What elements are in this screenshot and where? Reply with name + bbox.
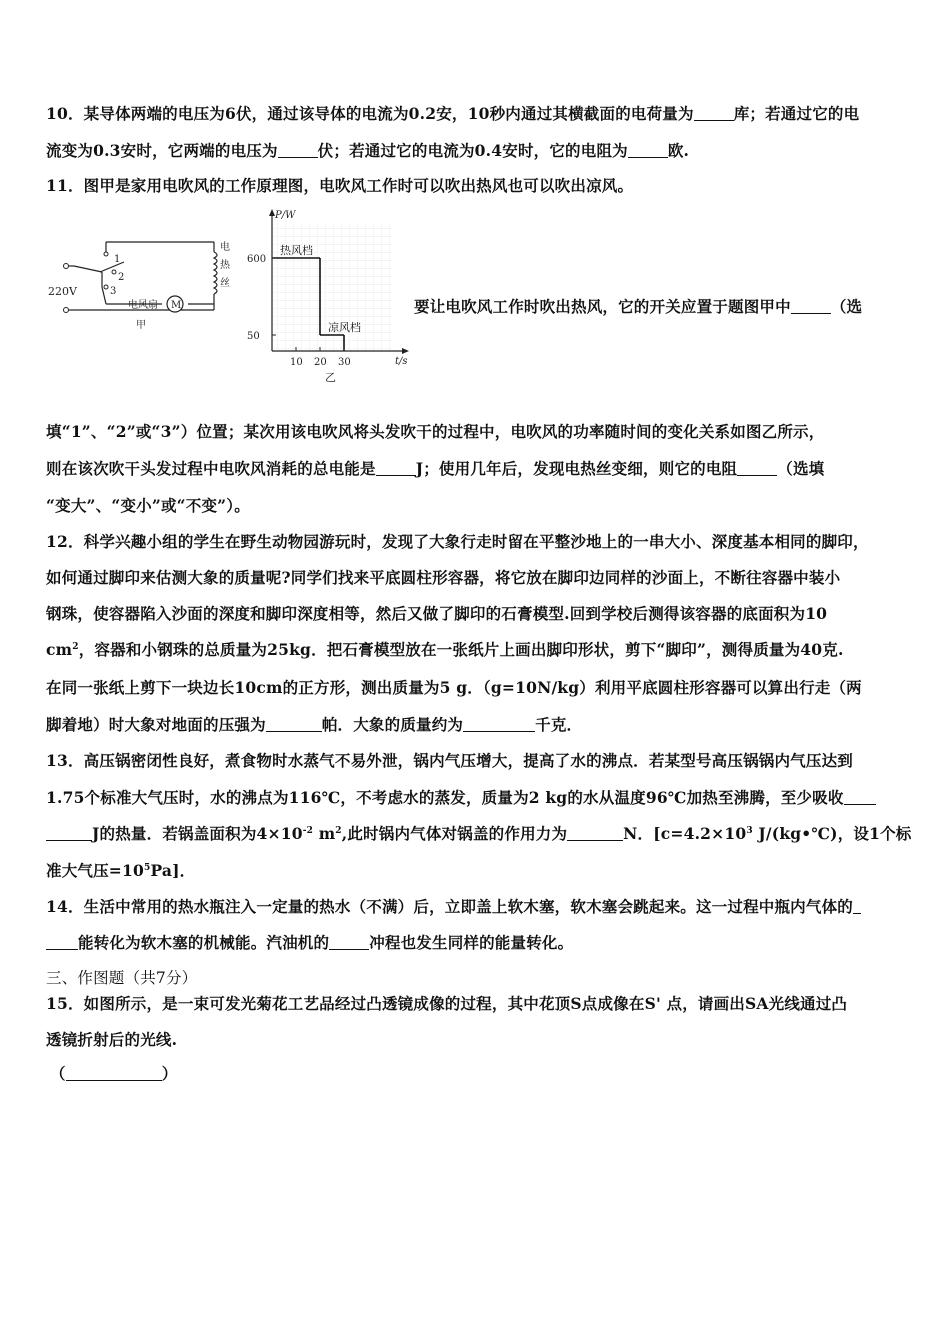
y-axis-label: P/W <box>275 210 296 221</box>
switch-pos-3: 3 <box>110 286 117 297</box>
q11-intro-text: 11．图甲是家用电吹风的工作原理图，电吹风工作时可以吹出热风也可以吹出凉风。 <box>46 176 634 195</box>
q11-line-4 <box>46 457 824 479</box>
section-3-title: 三、作图题（共7分） <box>46 969 198 987</box>
series-label-2: 凉风档 <box>328 321 361 334</box>
x-tick-label-3: 30 <box>338 357 351 368</box>
q11-side-b: （选 <box>830 297 863 316</box>
q11-blank-energy[interactable] <box>376 461 416 476</box>
q12-text-6a: 脚着地）时大象对地面的压强为 <box>46 715 266 734</box>
q13-sup-4: 5 <box>143 863 151 873</box>
q11-intro <box>46 174 633 196</box>
y-tick-label-2: 50 <box>247 331 260 342</box>
q12-blank-pressure[interactable] <box>266 717 322 732</box>
section-3-heading <box>46 966 197 988</box>
switch-pos-2: 2 <box>118 272 125 283</box>
q13-sup-1: -2 <box>302 826 314 836</box>
q11-line5-text: “变大”、“变小”或“不变”）。 <box>46 496 250 515</box>
q15-text-1: 15．如图所示，是一束可发光菊花工艺品经过凸透镜成像的过程，其中花顶S点成像在S' 点，请画出SA光线通过凸 <box>46 994 848 1013</box>
q13-text-3d: N．[c=4.2×10 <box>623 824 747 843</box>
q11-line-5 <box>46 494 250 516</box>
q15-line-1 <box>46 992 847 1014</box>
q14-line-1 <box>46 895 861 917</box>
q12-text-6b: 帕．大象的质量约为 <box>321 715 464 734</box>
q13-text-1: 13．高压锅密闭性良好，煮食物时水蒸气不易外泄，锅内气压增大，提高了水的沸点．若某型号高压锅锅内气压达到 <box>46 751 853 770</box>
q11-blank-switch[interactable] <box>791 299 831 314</box>
q11-line4-a: 则在该次吹干头发过程中电吹风消耗的总电能是 <box>46 459 376 478</box>
q12-text-4b: ，容器和小钢珠的总质量为25kg．把石膏模型放在一张纸片上画出脚印形状，剪下“脚印”，测得质量为40克. <box>78 640 844 659</box>
q13-text-3a: J的热量．若锅盖面积为4×10 <box>92 824 303 843</box>
q14-text-1: 14．生活中常用的热水瓶注入一定量的热水（不满）后，立即盖上软木塞，软木塞会跳起来。这一过程中瓶内气体的 <box>46 897 853 916</box>
q14-blank-stroke[interactable] <box>329 935 369 950</box>
q12-line-6 <box>46 713 582 735</box>
x-tick-label-1: 10 <box>290 357 303 368</box>
x-tick-label-2: 20 <box>314 357 327 368</box>
q13-text-2: 1.75个标准大气压时，水的沸点为116℃，不考虑水的蒸发，质量为2 kg的水从温度96℃加热至沸腾，至少吸收 <box>46 788 844 807</box>
q12-text-5: 在同一张纸上剪下一块边长10cm的正方形，测出质量为5 g．（g=10N/kg）利用平底圆柱形容器可以算出行走（两 <box>46 678 862 697</box>
q13-line-3 <box>46 822 912 844</box>
q14-blank-energy-a[interactable] <box>853 899 861 914</box>
q13-sup-3: 3 <box>746 826 753 836</box>
q11-line-3 <box>46 420 824 442</box>
switch-pos-1: 1 <box>114 254 121 265</box>
q11-blank-resistance[interactable] <box>737 461 777 476</box>
q11-side-a: 要让电吹风工作时吹出热风，它的开关应置于题图甲中 <box>414 297 791 316</box>
q15-line-2 <box>46 1028 177 1050</box>
q12-text-4a: cm <box>46 640 73 659</box>
circuit-caption: 甲 <box>136 320 146 331</box>
q12-text-6c: 千克． <box>535 715 583 734</box>
x-axis-arrow-icon <box>402 348 409 354</box>
heater-label-3: 丝 <box>220 278 230 289</box>
q12-text-1: 12．科学兴趣小组的学生在野生动物园游玩时，发现了大象行走时留在平整沙地上的一串大小、深度基本相同的脚印， <box>46 532 869 551</box>
q13-text-3c: ,此时锅内气体对锅盖的作用力为 <box>341 824 568 843</box>
q12-blank-mass[interactable] <box>463 717 535 732</box>
q14-text-2a: 能转化为软木塞的机械能。汽油机的 <box>78 933 330 952</box>
q12-line-1 <box>46 530 869 552</box>
q13-blank-heat-a[interactable] <box>844 790 876 805</box>
motor-label: M <box>171 300 182 311</box>
q12-text-3: 钢珠，使容器陷入沙面的深度和脚印深度相等，然后又做了脚印的石膏模型.回到学校后测得该容器的底面积为10 <box>46 604 828 623</box>
x-axis-label: t/s <box>395 356 408 367</box>
q15-answer <box>50 1062 177 1084</box>
q13-text-4b: Pa]． <box>150 861 196 880</box>
y-tick-label-1: 600 <box>247 254 267 265</box>
q10-blank-resistance[interactable] <box>628 143 668 158</box>
q10-text: 10．某导体两端的电压为6伏，通过该导体的电流为0.2安，10秒内通过其横截面的电荷量为 <box>46 104 694 123</box>
q10-line-1 <box>46 102 859 124</box>
q10-line-2 <box>46 139 689 161</box>
q10-text-2c: 欧. <box>667 141 690 160</box>
q15-answer-open: （ <box>50 1064 66 1083</box>
q12-line-2 <box>46 566 840 588</box>
q14-text-2b: 冲程也发生同样的能量转化。 <box>369 933 574 952</box>
circuit-diagram <box>44 232 240 337</box>
fan-label: 电风扇 <box>128 300 158 311</box>
voltage-label: 220V <box>48 285 77 298</box>
q10-blank-charge[interactable] <box>694 106 734 121</box>
q11-line4-c: （选填 <box>777 459 825 478</box>
q12-sup: 2 <box>72 642 79 652</box>
q13-sup-2: 2 <box>335 826 342 836</box>
q13-blank-heat-b[interactable] <box>46 826 92 841</box>
q12-line-5 <box>46 676 862 698</box>
q13-text-4a: 准大气压=10 <box>46 861 144 880</box>
power-time-graph <box>245 204 415 384</box>
q12-text-2: 如何通过脚印来估测大象的质量呢?同学们找来平底圆柱形容器，将它放在脚印边同样的沙面上，不断往容器中装小 <box>46 568 841 587</box>
q13-blank-force[interactable] <box>567 826 623 841</box>
q15-blank-answer[interactable] <box>66 1066 162 1081</box>
q15-answer-close: ） <box>161 1064 178 1083</box>
q11-side-text <box>414 295 862 317</box>
series-label-1: 热风档 <box>280 244 313 257</box>
q10-text-2a: 流变为0.3安时，它两端的电压为 <box>46 141 278 160</box>
q12-line-4 <box>46 638 844 660</box>
q13-line-1 <box>46 749 853 771</box>
q10-blank-voltage[interactable] <box>278 143 318 158</box>
q11-line4-b: J；使用几年后，发现电热丝变细，则它的电阻 <box>415 459 738 478</box>
q14-blank-energy-b[interactable] <box>46 935 78 950</box>
q13-text-3b: m <box>313 824 336 843</box>
q10-text-end: 库；若通过它的电 <box>733 104 860 123</box>
q13-line-4 <box>46 859 195 881</box>
q10-text-2b: 伏；若通过它的电流为0.4安时，它的电阻为 <box>317 141 628 160</box>
graph-caption: 乙 <box>325 371 336 384</box>
heater-label-2: 热 <box>220 260 230 271</box>
q11-line3-text: 填“1”、“2”或“3”）位置；某次用该电吹风将头发吹干的过程中，电吹风的功率随时间的变化关系如图乙所示， <box>46 422 825 441</box>
q13-text-3e: J/(kg•℃)，设1个标 <box>752 824 912 843</box>
q15-text-2: 透镜折射后的光线. <box>46 1030 178 1049</box>
q12-line-3 <box>46 602 827 624</box>
heater-label-1: 电 <box>220 242 230 253</box>
q14-line-2 <box>46 931 573 953</box>
q13-line-2 <box>46 786 876 808</box>
